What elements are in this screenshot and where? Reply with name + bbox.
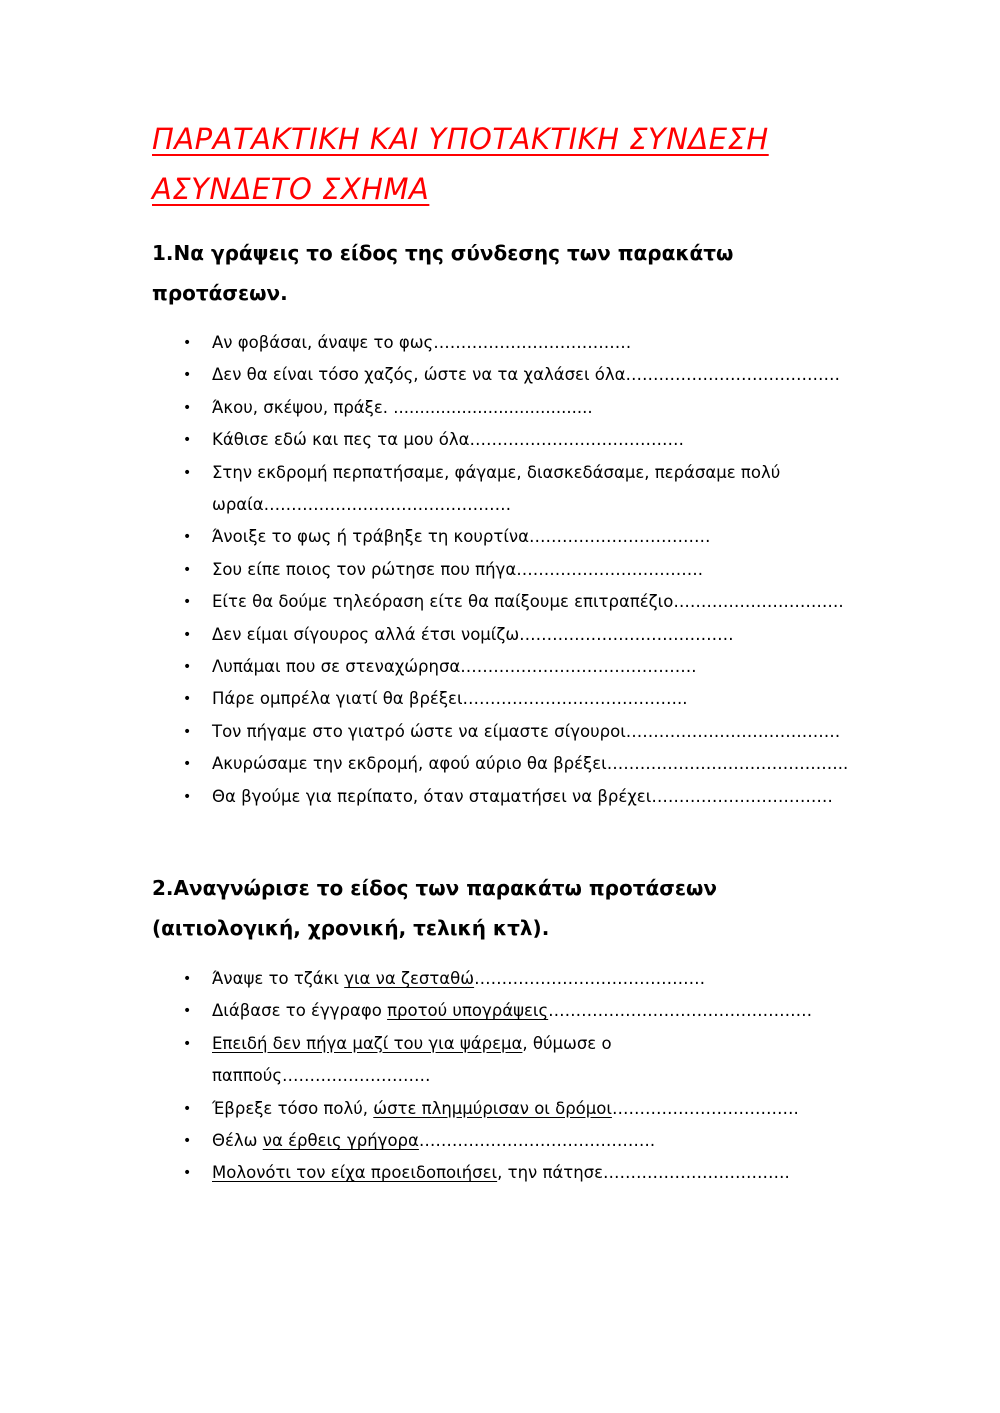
list-item xyxy=(0,424,862,456)
bullet-icon: • xyxy=(183,1035,192,1052)
bullet-icon: • xyxy=(183,1165,192,1182)
item-text: Δεν θα είναι τόσο χαζός, ώστε να τα χαλάσει όλα………………………………… xyxy=(212,365,841,385)
list-item xyxy=(0,457,862,522)
list-item xyxy=(0,748,862,780)
underlined-clause: να έρθεις γρήγορα xyxy=(262,1131,419,1151)
title-line-1: ΠΑΡΑΤΑΚΤΙΚΗ ΚΑΙ ΥΠΟΤΑΚΤΙΚΗ ΣΥΝΔΕΣΗ xyxy=(152,122,769,156)
list-item xyxy=(0,651,862,683)
bullet-icon: • xyxy=(183,561,192,578)
item-text: Άκου, σκέψου, πράξε. ...................................... xyxy=(212,397,593,417)
item-text: Άνοιξε το φως ή τράβηξε τη κουρτίνα…………………………… xyxy=(212,527,711,547)
item-text-after: , θύμωσε ο παππούς……………………… xyxy=(212,1033,612,1086)
bullet-icon: • xyxy=(183,367,192,384)
title-line-2: ΑΣΥΝΔΕΤΟ ΣΧΗΜΑ xyxy=(152,172,430,206)
bullet-icon: • xyxy=(183,464,192,481)
item-text: Θα βγούμε για περίπατο, όταν σταματήσει να βρέχει…………………………… xyxy=(212,786,833,806)
bullet-icon: • xyxy=(183,659,192,676)
item-text: Δεν είμαι σίγουρος αλλά έτσι νομίζω………………………………… xyxy=(212,624,734,644)
item-text: Κάθισε εδώ και πες τα μου όλα………………………………… xyxy=(212,430,684,450)
question-1: 1.Να γράψεις το είδος της σύνδεσης των παρακάτω προτάσεων. xyxy=(152,241,734,305)
bullet-icon: • xyxy=(183,1100,192,1117)
item-text-after: ………………………………………… xyxy=(548,1001,813,1021)
item-text-before: Θέλω xyxy=(212,1131,263,1151)
bullet-icon: • xyxy=(183,1003,192,1020)
exercise-2-list xyxy=(0,963,862,1190)
item-text-before: Διάβασε το έγγραφο xyxy=(212,1001,388,1021)
item-text: Λυπάμαι που σε στεναχώρησα……………………………………. xyxy=(212,657,697,677)
bullet-icon: • xyxy=(183,335,192,351)
item-text-after: …………………………………… xyxy=(474,969,706,988)
list-item xyxy=(0,359,862,391)
list-item xyxy=(0,781,862,813)
bullet-icon: • xyxy=(183,626,192,643)
bullet-icon: • xyxy=(183,788,192,805)
item-text: Αν φοβάσαι, άναψε το φως……………………………… xyxy=(212,333,632,352)
item-text: Ακυρώσαμε την εκδρομή, αφού αύριο θα βρέξει…………………………………….. xyxy=(212,754,849,774)
list-item xyxy=(0,1157,862,1189)
list-item xyxy=(0,995,862,1027)
list-item xyxy=(0,1125,862,1157)
bullet-icon: • xyxy=(183,756,192,773)
list-item xyxy=(0,521,862,553)
list-item xyxy=(0,716,862,748)
item-text: Σου είπε ποιος τον ρώτησε που πήγα……………………………. xyxy=(212,559,703,579)
list-item xyxy=(0,963,862,995)
item-text-before: Άναψε το τζάκι xyxy=(212,969,345,988)
list-item xyxy=(0,554,862,586)
list-item xyxy=(0,1028,642,1093)
list-item xyxy=(0,1093,862,1125)
list-item xyxy=(0,586,862,618)
item-text-after: ……………………………………. xyxy=(418,1131,656,1151)
list-item xyxy=(0,392,862,424)
item-text: Είτε θα δούμε τηλεόραση είτε θα παίξουμε επιτραπέζιο…………………………. xyxy=(212,592,844,612)
item-text: Στην εκδρομή περπατήσαμε, φάγαμε, διασκεδάσαμε, περάσαμε πολύ ωραία……………………………………… xyxy=(212,462,781,515)
bullet-icon: • xyxy=(183,594,192,611)
bullet-icon: • xyxy=(183,723,192,740)
underlined-clause: προτού υπογράψεις xyxy=(387,1001,549,1021)
underlined-clause: Μολονότι τον είχα προειδοποιήσει xyxy=(212,1163,498,1183)
item-text-after: , την πάτησε……………………………. xyxy=(497,1163,790,1183)
underlined-clause: ώστε πλημμύρισαν οι δρόμοι xyxy=(373,1098,612,1118)
bullet-icon: • xyxy=(183,399,192,416)
exercise-1-list xyxy=(0,327,862,813)
list-item xyxy=(0,327,862,359)
bullet-icon: • xyxy=(183,971,192,987)
underlined-clause: Επειδή δεν πήγα μαζί του για ψάρεμα xyxy=(212,1033,523,1053)
bullet-icon: • xyxy=(183,691,192,708)
underlined-clause: για να ζεσταθώ xyxy=(344,969,475,988)
bullet-icon: • xyxy=(183,529,192,546)
item-text-before: Έβρεξε τόσο πολύ, xyxy=(212,1098,374,1118)
bullet-icon: • xyxy=(183,1133,192,1150)
item-text-after: ……………………………. xyxy=(611,1098,799,1118)
bullet-icon: • xyxy=(183,432,192,449)
item-text: Τον πήγαμε στο γιατρό ώστε να είμαστε σίγουροι………………………………… xyxy=(212,721,841,741)
list-item xyxy=(0,619,862,651)
item-text: Πάρε ομπρέλα γιατί θα βρέξει………………………………….. xyxy=(212,689,688,709)
list-item xyxy=(0,683,862,715)
question-2: 2.Αναγνώρισε το είδος των παρακάτω προτάσεων (αιτιολογική, χρονική, τελική κτλ). xyxy=(152,876,717,940)
